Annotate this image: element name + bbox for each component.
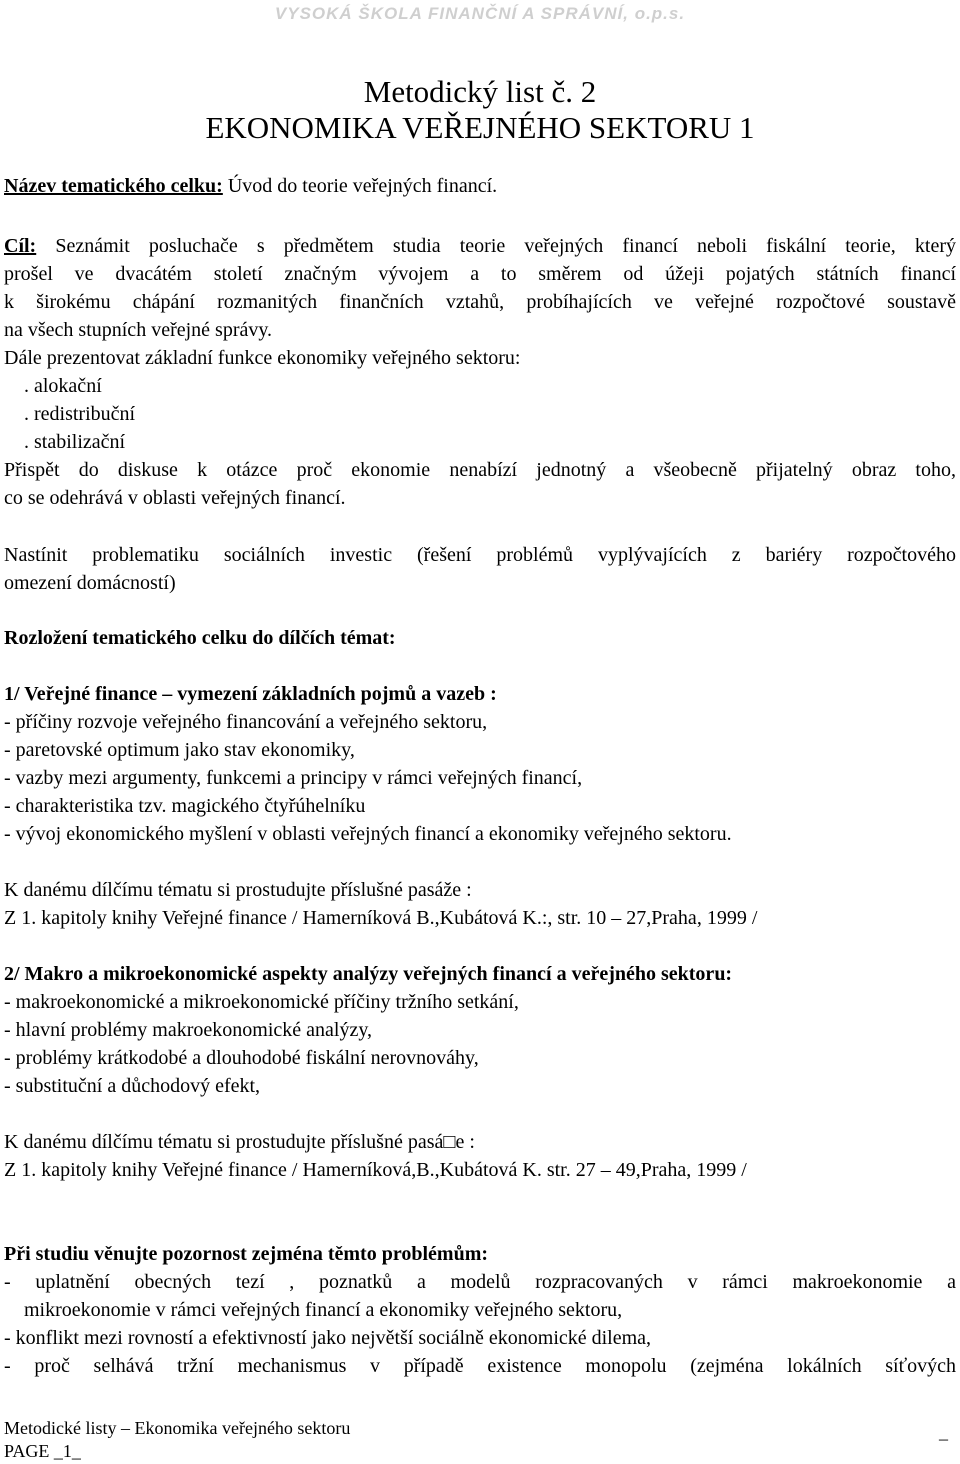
topic2-item: - substituční a důchodový efekt, bbox=[4, 1075, 261, 1097]
function-item: . stabilizační bbox=[24, 431, 126, 453]
functions-intro: Dále prezentovat základní funkce ekonomiky veřejného sektoru: bbox=[4, 347, 521, 369]
document-subtitle: EKONOMIKA VEŘEJNÉHO SEKTORU 1 bbox=[205, 110, 755, 145]
topic2-item: - makroekonomické a mikroekonomické příčiny tržního setkání, bbox=[4, 991, 519, 1013]
topic2-study-note: K danému dílčímu tématu si prostudujte příslušné pasá□e : bbox=[4, 1131, 475, 1153]
topic1-reference: Z 1. kapitoly knihy Veřejné finance / Hamerníková B.,Kubátová K.:, str. 10 – 27,Praha, 1999 / bbox=[4, 907, 758, 929]
school-header: VYSOKÁ ŠKOLA FINANČNÍ A SPRÁVNÍ, o.p.s. bbox=[274, 4, 686, 23]
breakdown-heading: Rozložení tematického celku do dílčích témat: bbox=[4, 627, 396, 649]
topic1-item: - vazby mezi argumenty, funkcemi a principy v rámci veřejných financí, bbox=[4, 767, 583, 789]
outline-line: omezení domácností) bbox=[4, 572, 176, 594]
topic2-heading: 2/ Makro a mikroekonomické aspekty analýzy veřejných financí a veřejného sektoru: bbox=[4, 963, 733, 985]
document-title: Metodický list č. 2 bbox=[363, 74, 597, 109]
discussion-line: Přispět do diskuse k otázce proč ekonomie nenabízí jednotný a všeobecně přijatelný obraz toho, bbox=[4, 459, 956, 481]
goal-text-line: k širokému chápání rozmanitých finančních vztahů, probíhajících ve veřejné rozpočtové soustavě bbox=[4, 291, 956, 313]
footer-title: Metodické listy – Ekonomika veřejného sektoru bbox=[4, 1418, 351, 1438]
topic2-item: - problémy krátkodobé a dlouhodobé fiskální nerovnováhy, bbox=[4, 1047, 479, 1069]
topic1-item: - příčiny rozvoje veřejného financování a veřejného sektoru, bbox=[4, 711, 488, 733]
function-item: . alokační bbox=[24, 375, 102, 397]
theme-value: Úvod do teorie veřejných financí. bbox=[222, 175, 498, 197]
goal-text-line: prošel ve dvacátém století značným vývojem a to směrem od úžeji pojatých státních financí bbox=[4, 263, 956, 285]
outline-line: Nastínit problematiku sociálních investic (řešení problémů vyplývajících z bariéry rozpočtového bbox=[4, 544, 956, 566]
discussion-line: co se odehrává v oblasti veřejných financí. bbox=[4, 487, 346, 509]
attention-item: - proč selhává tržní mechanismus v případě existence monopolu (zejména lokálních síťových bbox=[4, 1355, 956, 1377]
topic1-heading: 1/ Veřejné finance – vymezení základních pojmů a vazeb : bbox=[4, 683, 497, 705]
attention-item-continuation: mikroekonomie v rámci veřejných financí a ekonomiky veřejného sektoru, bbox=[24, 1299, 623, 1321]
goal-text: Seznámit posluchače s předmětem studia teorie veřejných financí neboli fiskální teorie, který bbox=[36, 235, 956, 257]
attention-heading: Při studiu věnujte pozornost zejména těmto problémům: bbox=[4, 1243, 489, 1265]
topic1-item: - paretovské optimum jako stav ekonomiky, bbox=[4, 739, 355, 761]
attention-item: - uplatnění obecných tezí , poznatků a modelů rozpracovaných v rámci makroekonomie a bbox=[4, 1271, 956, 1293]
goal-text-line: na všech stupních veřejné správy. bbox=[4, 319, 273, 341]
goal-line bbox=[4, 232, 956, 260]
goal-label: Cíl: bbox=[4, 235, 37, 257]
footer-right-mark: _ bbox=[939, 1422, 948, 1442]
topic2-reference: Z 1. kapitoly knihy Veřejné finance / Hamerníková,B.,Kubátová K. str. 27 – 49,Praha, 1999 / bbox=[4, 1159, 747, 1181]
topic1-item: - vývoj ekonomického myšlení v oblasti veřejných financí a ekonomiky veřejného sektoru. bbox=[4, 823, 732, 845]
topic1-study-note: K danému dílčímu tématu si prostudujte příslušné pasáže : bbox=[4, 879, 472, 901]
theme-line bbox=[4, 172, 497, 200]
function-item: . redistribuční bbox=[24, 403, 136, 425]
footer-page-number: PAGE _1_ bbox=[4, 1441, 81, 1461]
topic1-item: - charakteristika tzv. magického čtyřúhelníku bbox=[4, 795, 366, 817]
theme-label: Název tematického celku: bbox=[4, 175, 223, 197]
attention-item: - konflikt mezi rovností a efektivností jako největší sociálně ekonomické dilema, bbox=[4, 1327, 652, 1349]
topic2-item: - hlavní problémy makroekonomické analýzy, bbox=[4, 1019, 373, 1041]
